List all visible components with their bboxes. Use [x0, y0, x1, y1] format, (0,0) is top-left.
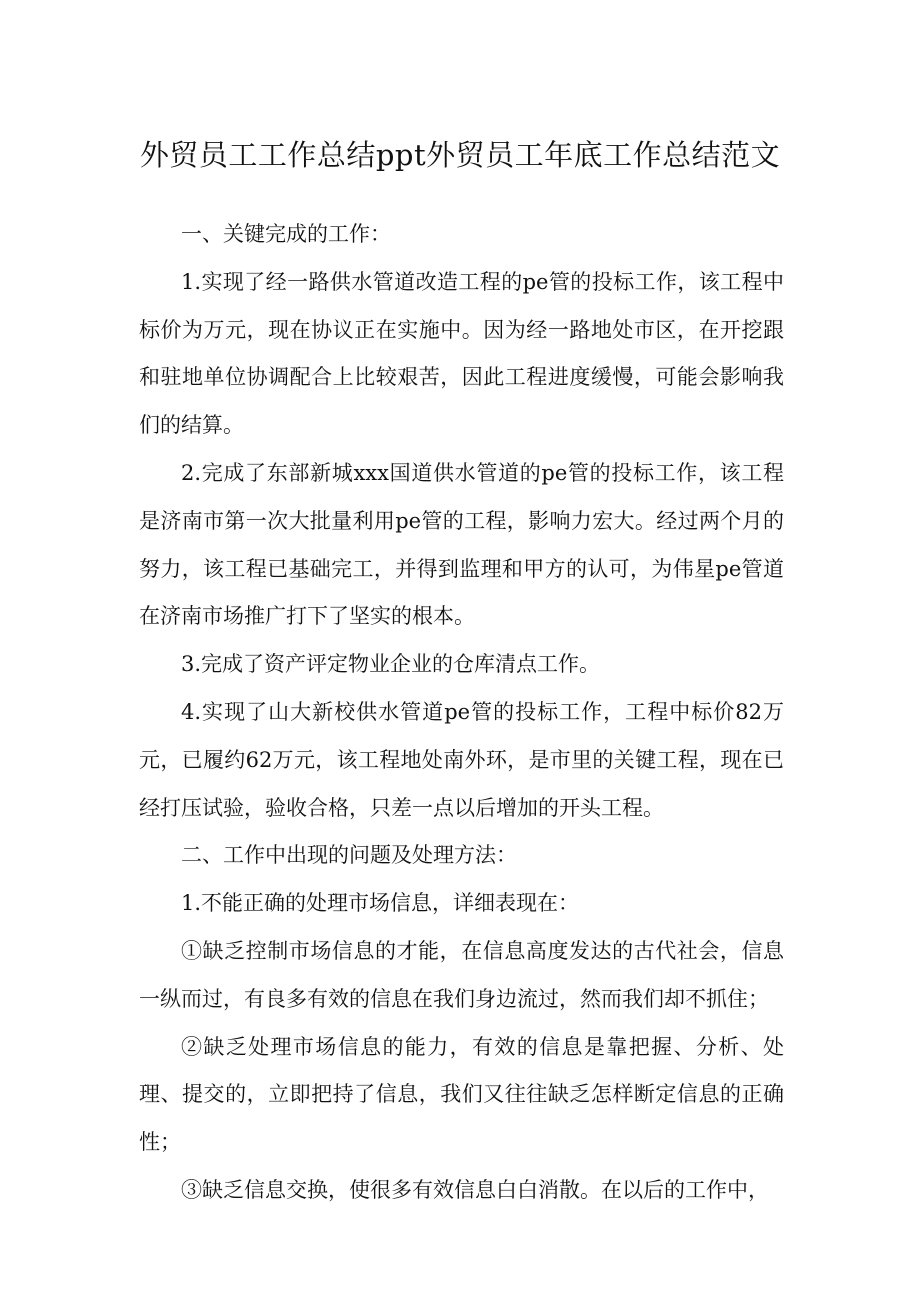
paragraph-item-2: 2.完成了东部新城xxx国道供水管道的pe管的投标工作，该工程是济南市第一次大批量利用pe管的工程，影响力宏大。经过两个月的努力，该工程已基础完工，并得到监理和甲方的认可，为伟星pe管道在济南市场推广打下了坚实的根本。 — [139, 460, 784, 629]
paragraph-subpoint-1: ①缺乏控制市场信息的才能，在信息高度发达的古代社会，信息一纵而过，有良多有效的信息在我们身边流过，然而我们却不抓住； — [139, 938, 784, 1011]
document-body — [139, 211, 784, 1215]
section-heading-2: 二、工作中出现的问题及处理方法： — [181, 843, 517, 868]
paragraph-subpoint-2: ②缺乏处理市场信息的能力，有效的信息是靠把握、分析、处理、提交的，立即把持了信息，我们又往往缺乏怎样断定信息的正确性； — [139, 1034, 784, 1155]
document-title: 外贸员工工作总结ppt外贸员工年底工作总结范文 — [139, 138, 781, 173]
paragraph-problem-1: 1.不能正确的处理市场信息，详细表现在： — [181, 891, 580, 916]
section-heading-1: 一、关键完成的工作： — [181, 222, 391, 246]
paragraph-item-3: 3.完成了资产评定物业企业的仓库清点工作。 — [181, 652, 601, 677]
paragraph-item-1: 1.实现了经一路供水管道改造工程的pe管的投标工作，该工程中标价为万元，现在协议正在实施中。因为经一路地处市区，在开挖跟和驻地单位协调配合上比较艰苦，因此工程进度缓慢，可能会影响我们的结算。 — [139, 269, 784, 438]
paragraph-item-4: 4.实现了山大新校供水管道pe管的投标工作，工程中标价82万元，已履约62万元，该工程地处南外环，是市里的关键工程，现在已经打压试验，验收合格，只差一点以后增加的开头工程。 — [139, 699, 784, 820]
paragraph-subpoint-3: ③缺乏信息交换，使很多有效信息白白消散。在以后的工作中， — [181, 1177, 769, 1202]
